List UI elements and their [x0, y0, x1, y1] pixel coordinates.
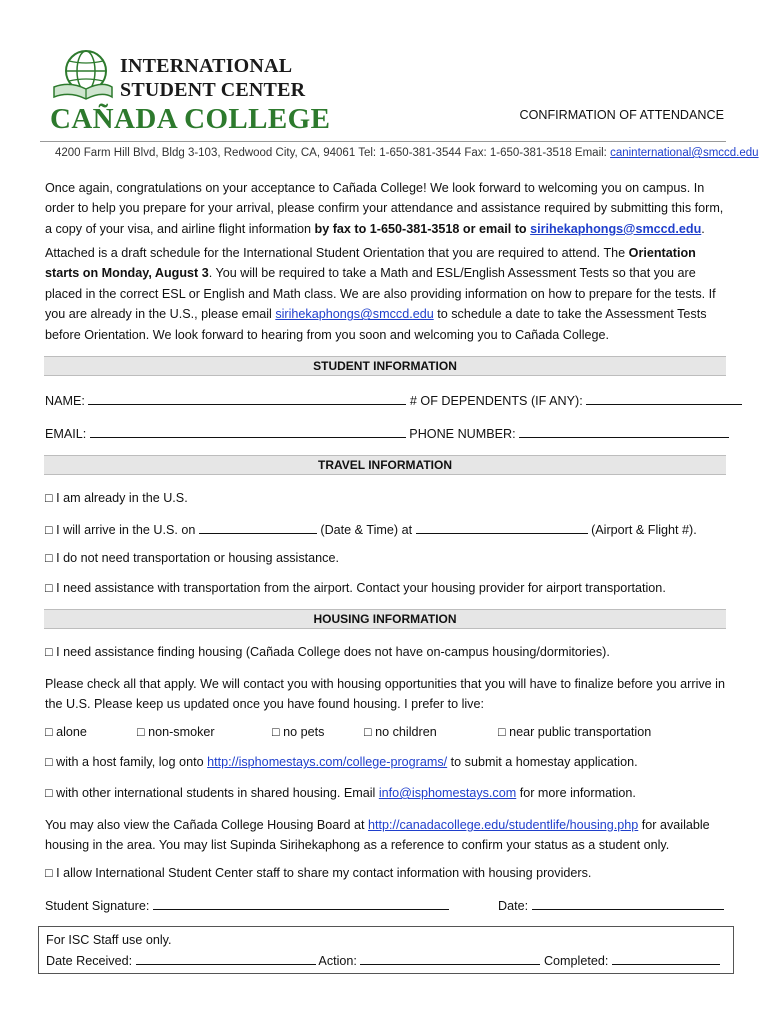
- board-text-a: You may also view the Cañada College Housing Board at: [45, 818, 368, 832]
- airport-flight-label: (Airport & Flight #).: [591, 523, 697, 537]
- logo-text-student-center: STUDENT CENTER: [120, 79, 306, 101]
- action-field[interactable]: [360, 952, 540, 965]
- completed-label: Completed:: [543, 954, 609, 968]
- need-housing-checkbox[interactable]: □ I need assistance finding housing (Cañada College does not have on-campus housing/dormitories).: [45, 645, 610, 659]
- arrival-row: [45, 521, 697, 537]
- homestay-link[interactable]: http://isphomestays.com/college-programs/: [207, 755, 448, 769]
- pref-nochildren-checkbox[interactable]: □ no children: [364, 725, 437, 739]
- p2-email-link[interactable]: sirihekaphongs@smccd.edu: [275, 307, 434, 322]
- no-transport-checkbox[interactable]: □ I do not need transportation or housing assistance.: [45, 551, 339, 565]
- housing-info-heading: HOUSING INFORMATION: [44, 609, 726, 629]
- staff-use-label: For ISC Staff use only.: [46, 933, 172, 947]
- contact-address: [55, 147, 759, 159]
- signature-date-field[interactable]: [532, 897, 724, 910]
- date-time-label: (Date & Time) at: [320, 523, 413, 537]
- email-row: [45, 425, 729, 441]
- housing-board-paragraph: [45, 815, 730, 856]
- p2-bold: Orientation starts on Monday, August 3: [45, 246, 696, 281]
- email-label: EMAIL:: [45, 427, 87, 441]
- pref-nonsmoker-checkbox[interactable]: □ non-smoker: [137, 725, 215, 739]
- housing-instructions: Please check all that apply. We will contact you with housing opportunities that you will have to finalize before you arrive in the U.S. Please keep us updated once you have found housing. I prefer to live:: [45, 677, 725, 712]
- intro-paragraph-1: [45, 178, 730, 239]
- board-text-b: for available housing in the area. You may list Supinda Sirihekaphong as a reference to confirm your status as a student only.: [45, 818, 710, 853]
- document-title: CONFIRMATION OF ATTENDANCE: [519, 108, 724, 122]
- host-family-row: [45, 755, 638, 769]
- shared-housing-row: [45, 786, 636, 800]
- dependents-label: # OF DEPENDENTS (IF ANY):: [409, 394, 583, 408]
- phone-field[interactable]: [519, 425, 729, 438]
- shared-housing-text: for more information.: [516, 786, 636, 800]
- email-field[interactable]: [90, 425, 406, 438]
- name-row: [45, 392, 742, 408]
- staff-use-box: [38, 926, 734, 974]
- phone-label: PHONE NUMBER:: [409, 427, 516, 441]
- housing-board-link[interactable]: http://canadacollege.edu/studentlife/housing.php: [367, 818, 639, 832]
- completed-field[interactable]: [612, 952, 720, 965]
- dependents-field[interactable]: [586, 392, 742, 405]
- host-family-text: to submit a homestay application.: [447, 755, 638, 769]
- travel-info-heading: TRAVEL INFORMATION: [44, 455, 726, 475]
- date-received-field[interactable]: [136, 952, 316, 965]
- date-received-label: Date Received:: [46, 954, 133, 968]
- name-field[interactable]: [88, 392, 406, 405]
- p2-text-b: . You will be required to take a Math and ESL/English Assessment Tests so that you are placed in the correct ESL or English and Math class. We are also providing information on how to prepare for the tests. If you are already in the U.S., please email: [45, 266, 716, 322]
- signature-field[interactable]: [153, 897, 449, 910]
- arrival-checkbox-label[interactable]: □ I will arrive in the U.S. on: [45, 523, 196, 537]
- p2-text-a: Attached is a draft schedule for the International Student Orientation that you are required to attend. The: [45, 246, 629, 260]
- homestay-email-link[interactable]: info@isphomestays.com: [378, 786, 517, 800]
- signature-date-row: [498, 897, 724, 913]
- name-label: NAME:: [45, 394, 85, 408]
- header-divider: [40, 141, 726, 142]
- p1-bold: by fax to 1-650-381-3518 or email to: [314, 221, 531, 236]
- staff-fields-row: [46, 952, 720, 968]
- signature-date-label: Date:: [498, 899, 529, 913]
- arrival-date-field[interactable]: [199, 521, 317, 534]
- share-info-checkbox[interactable]: □ I allow International Student Center staff to share my contact information with housing providers.: [45, 866, 592, 880]
- logo-text-international: INTERNATIONAL: [120, 55, 293, 77]
- pref-nopets-checkbox[interactable]: □ no pets: [272, 725, 325, 739]
- address-email-link[interactable]: caninternational@smccd.edu: [610, 147, 759, 159]
- pref-transport-checkbox[interactable]: □ near public transportation: [498, 725, 652, 739]
- p2-text-c: to schedule a date to take the Assessment Tests before Orientation. We look forward to hearing from you soon and welcoming you to Cañada College.: [45, 307, 707, 342]
- p1-end: .: [701, 221, 705, 236]
- signature-label: Student Signature:: [45, 899, 150, 913]
- p1-text: Once again, congratulations on your acceptance to Cañada College! We look forward to welcoming you on campus. In order to help you prepare for your arrival, please confirm your attendance and assistance required by submitting this form, a copy of your visa, and airline flight information: [45, 181, 724, 236]
- signature-row: [45, 897, 449, 913]
- logo-text-college: CAÑADA COLLEGE: [50, 103, 331, 135]
- already-in-us-checkbox[interactable]: □ I am already in the U.S.: [45, 491, 188, 505]
- student-info-heading: STUDENT INFORMATION: [44, 356, 726, 376]
- action-label: Action:: [318, 954, 357, 968]
- intro-paragraph-2: [45, 243, 730, 345]
- airport-flight-field[interactable]: [416, 521, 588, 534]
- p1-email-link[interactable]: sirihekaphongs@smccd.edu: [530, 221, 702, 236]
- globe-book-icon: [50, 47, 114, 111]
- pref-alone-checkbox[interactable]: □ alone: [45, 725, 87, 739]
- airport-transport-checkbox[interactable]: □ I need assistance with transportation from the airport. Contact your housing provider for airport transportation.: [45, 581, 666, 595]
- shared-housing-checkbox[interactable]: □ with other international students in shared housing. Email: [45, 786, 379, 800]
- college-logo: [50, 47, 331, 137]
- address-text: 4200 Farm Hill Blvd, Bldg 3-103, Redwood City, CA, 94061 Tel: 1-650-381-3544 Fax: 1-650-381-3518 Email:: [55, 147, 611, 159]
- host-family-checkbox[interactable]: □ with a host family, log onto: [45, 755, 208, 769]
